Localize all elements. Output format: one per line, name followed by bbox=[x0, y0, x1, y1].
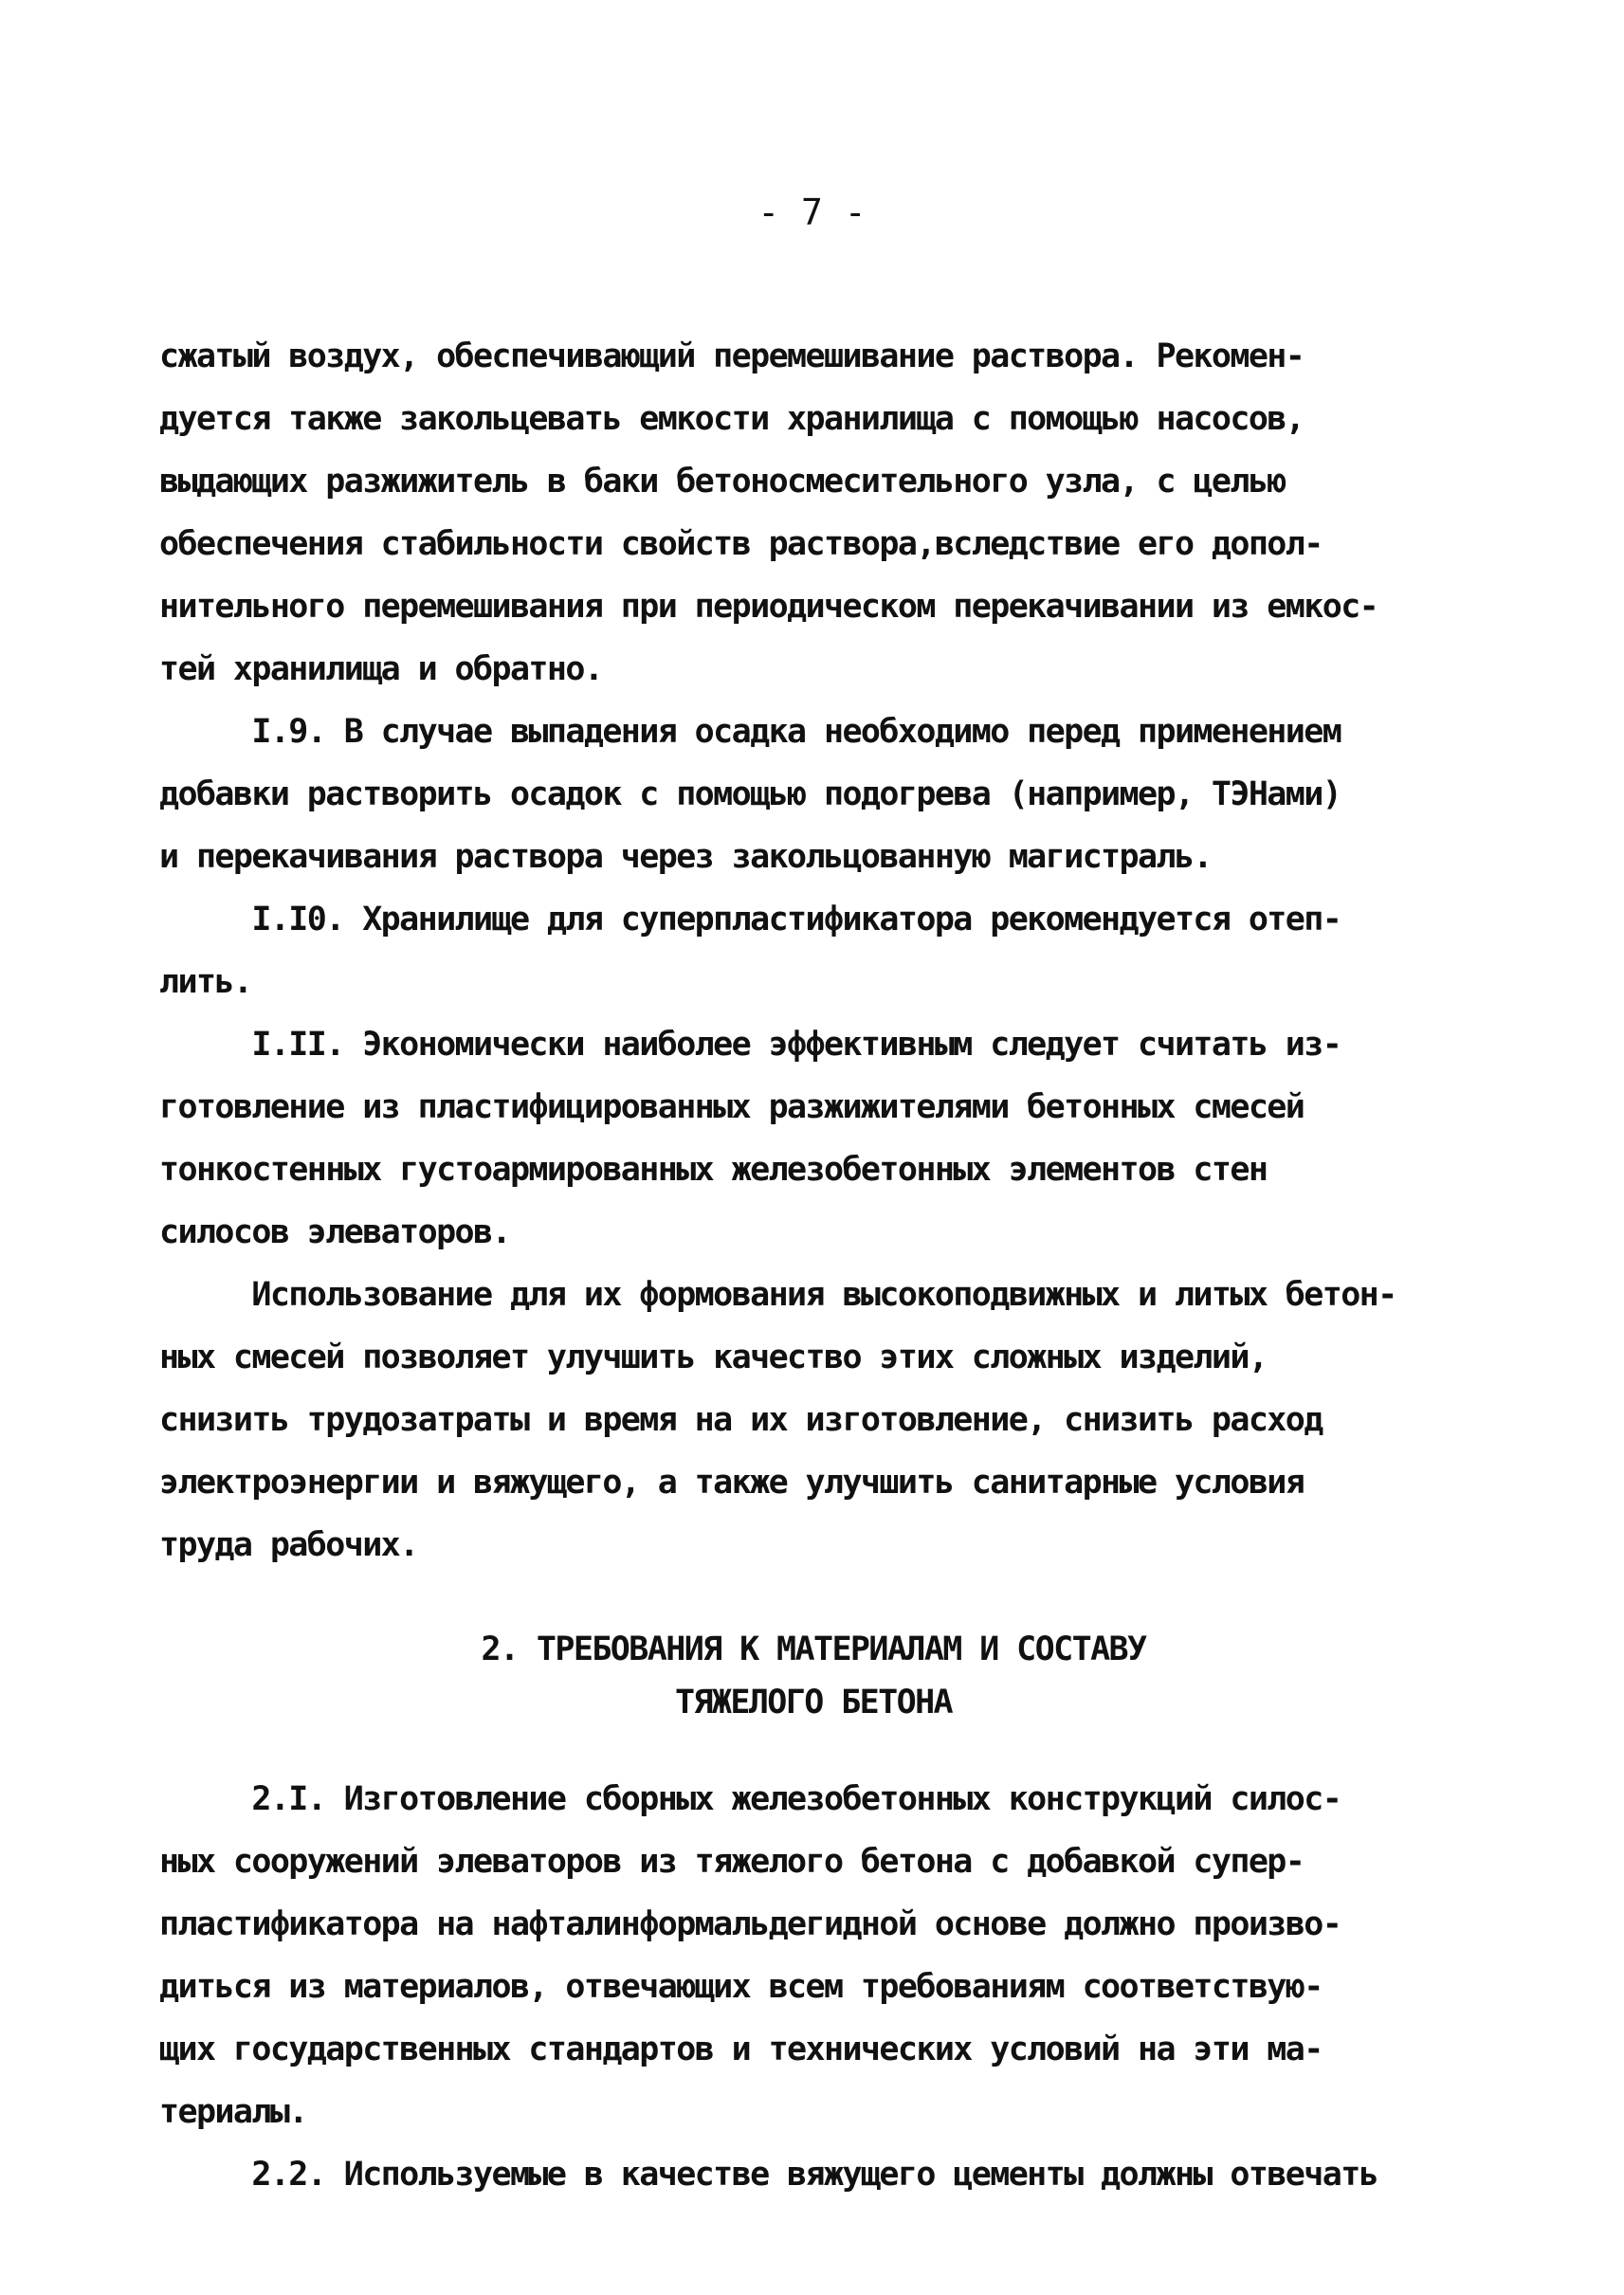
heading-line: 2. ТРЕБОВАНИЯ К МАТЕРИАЛАМ И СОСТАВУ bbox=[481, 1630, 1146, 1668]
text-line: электроэнергии и вяжущего, а также улучшить санитарные условия bbox=[159, 1464, 1305, 1502]
text-line: I.II. Экономически наиболее эффективным следует считать из- bbox=[159, 1026, 1341, 1064]
text-line: снизить трудозатраты и время на их изготовление, снизить расход bbox=[159, 1401, 1323, 1439]
text-line: тонкостенных густоармированных железобетонных элементов стен bbox=[159, 1151, 1268, 1189]
text-line: ных смесей позволяет улучшить качество этих сложных изделий, bbox=[159, 1339, 1268, 1376]
page-number: - 7 - bbox=[757, 191, 867, 233]
text-line: добавки растворить осадок с помощью подогрева (например, ТЭНами) bbox=[159, 775, 1341, 813]
text-line: Использование для их формования высокоподвижных и литых бетон- bbox=[159, 1276, 1396, 1314]
text-line: выдающих разжижитель в баки бетоносмесительного узла, с целью bbox=[159, 463, 1286, 501]
text-line: пластификатора на нафталинформальдегидной основе должно произво- bbox=[159, 1905, 1341, 1943]
text-line: териалы. bbox=[159, 2093, 307, 2131]
text-line: щих государственных стандартов и технических условий на эти ма- bbox=[159, 2031, 1323, 2068]
text-line: сжатый воздух, обеспечивающий перемешивание раствора. Рекомен- bbox=[159, 337, 1305, 375]
text-line: лить. bbox=[159, 963, 252, 1001]
text-line: 2.I. Изготовление сборных железобетонных конструкций силос- bbox=[159, 1780, 1341, 1818]
text-line: 2.2. Используемые в качестве вяжущего цементы должны отвечать bbox=[159, 2156, 1378, 2194]
body-text-block-2 bbox=[159, 1768, 1468, 2206]
text-line: I.9. В случае выпадения осадка необходимо перед применением bbox=[159, 713, 1341, 751]
text-line: обеспечения стабильности свойств раствора,вследствие его допол- bbox=[159, 525, 1323, 563]
text-line: ных сооружений элеваторов из тяжелого бетона с добавкой супер- bbox=[159, 1843, 1305, 1881]
text-line: I.I0. Хранилище для суперпластификатора рекомендуется отеп- bbox=[159, 901, 1341, 938]
text-line: дуется также закольцевать емкости хранилища с помощью насосов, bbox=[159, 400, 1305, 438]
text-line: нительного перемешивания при периодическом перекачивании из емкос- bbox=[159, 588, 1378, 626]
text-line: тей хранилища и обратно. bbox=[159, 650, 603, 688]
text-line: труда рабочих. bbox=[159, 1526, 418, 1564]
text-line: готовление из пластифицированных разжижителями бетонных смесей bbox=[159, 1088, 1305, 1126]
text-line: диться из материалов, отвечающих всем требованиям соответствую- bbox=[159, 1968, 1323, 2006]
section-heading bbox=[159, 1623, 1468, 1729]
text-line: силосов элеваторов. bbox=[159, 1213, 510, 1251]
text-line: и перекачивания раствора через закольцованную магистраль. bbox=[159, 838, 1212, 876]
body-text-block-1 bbox=[159, 325, 1468, 1576]
heading-line: ТЯЖЕЛОГО БЕТОНА bbox=[674, 1684, 953, 1721]
